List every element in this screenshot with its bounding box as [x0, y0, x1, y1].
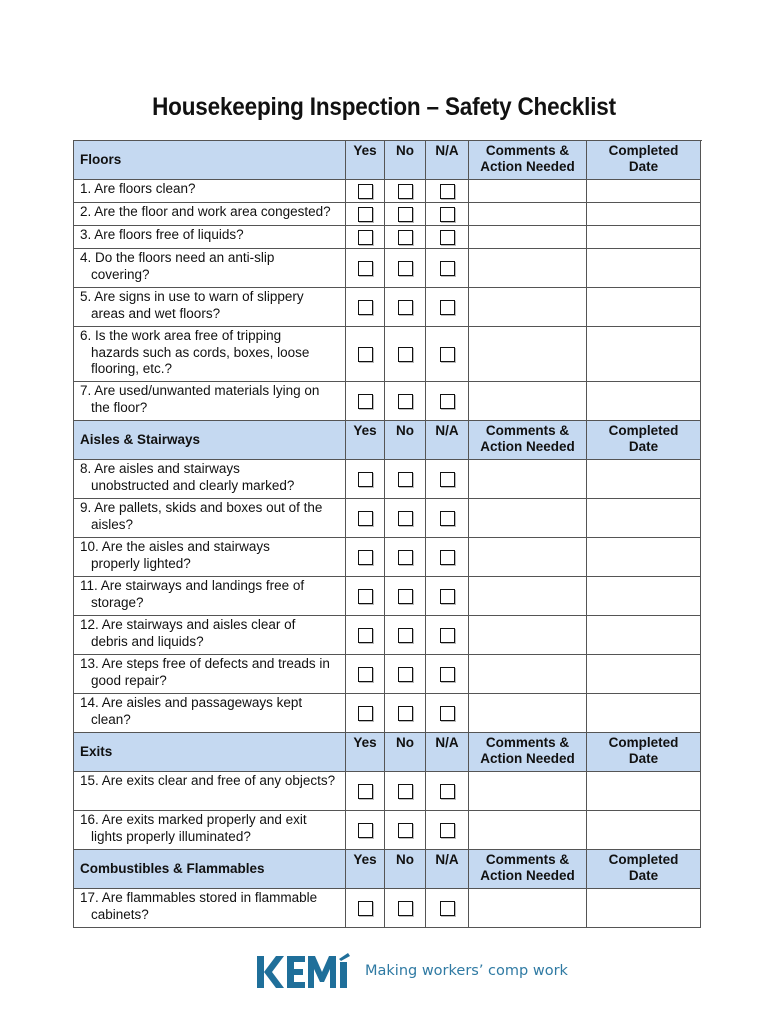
no-checkbox[interactable] — [398, 511, 413, 526]
completed-date-field[interactable] — [587, 288, 701, 327]
na-checkbox[interactable] — [440, 706, 455, 721]
column-date-line: Completed — [608, 423, 679, 438]
column-comments-header — [469, 421, 587, 460]
yes-checkbox[interactable] — [358, 784, 373, 799]
yes-cell — [346, 655, 385, 694]
column-comments-line: Action Needed — [480, 751, 575, 766]
section-header-row — [74, 850, 702, 889]
na-cell — [426, 288, 469, 327]
na-checkbox[interactable] — [440, 347, 455, 362]
column-comments-line: Action Needed — [480, 439, 575, 454]
no-cell — [385, 694, 426, 733]
question-line: 1. Are floors clean? — [80, 181, 196, 196]
column-comments-line: Comments & — [485, 852, 570, 867]
column-comments-line: Comments & — [485, 735, 570, 750]
question-text — [80, 328, 341, 378]
question-line: covering? — [91, 266, 150, 282]
column-yes-header: Yes — [346, 850, 385, 889]
no-cell — [385, 811, 426, 850]
question-cell — [74, 655, 346, 694]
checklist-row — [74, 499, 702, 538]
question-line: 12. Are stairways and aisles clear of — [80, 617, 296, 632]
no-checkbox[interactable] — [398, 207, 413, 222]
column-comments-line: Comments & — [485, 143, 570, 158]
na-cell — [426, 499, 469, 538]
column-date-line: Date — [628, 868, 659, 883]
no-cell — [385, 655, 426, 694]
column-na-header: N/A — [426, 421, 469, 460]
no-cell — [385, 249, 426, 288]
checklist-row — [74, 616, 702, 655]
question-cell — [74, 460, 346, 499]
na-cell — [426, 327, 469, 382]
checklist-table — [73, 140, 702, 928]
comments-field[interactable] — [469, 655, 587, 694]
question-cell — [74, 180, 346, 203]
yes-checkbox[interactable] — [358, 628, 373, 643]
completed-date-field[interactable] — [587, 180, 701, 203]
question-cell — [74, 249, 346, 288]
section-header-row — [74, 141, 702, 180]
comments-field[interactable] — [469, 226, 587, 249]
na-cell — [426, 577, 469, 616]
question-line: properly lighted? — [91, 555, 191, 571]
checklist-row — [74, 577, 702, 616]
question-text — [80, 695, 341, 728]
yes-checkbox[interactable] — [358, 589, 373, 604]
na-cell — [426, 460, 469, 499]
checklist-row — [74, 203, 702, 226]
column-yes-header: Yes — [346, 733, 385, 772]
no-cell — [385, 327, 426, 382]
na-checkbox[interactable] — [440, 901, 455, 916]
question-text — [80, 656, 341, 689]
yes-checkbox[interactable] — [358, 207, 373, 222]
yes-checkbox[interactable] — [358, 472, 373, 487]
comments-field[interactable] — [469, 327, 587, 382]
question-cell — [74, 889, 346, 928]
column-date-line: Completed — [608, 143, 679, 158]
yes-checkbox[interactable] — [358, 901, 373, 916]
yes-cell — [346, 538, 385, 577]
no-cell — [385, 226, 426, 249]
column-yes-header: Yes — [346, 421, 385, 460]
section-header-row — [74, 421, 702, 460]
no-checkbox[interactable] — [398, 184, 413, 199]
comments-field[interactable] — [469, 694, 587, 733]
comments-field[interactable] — [469, 288, 587, 327]
question-line: lights properly illuminated? — [91, 828, 251, 844]
comments-field[interactable] — [469, 577, 587, 616]
question-line: 2. Are the floor and work area congested? — [80, 204, 331, 219]
no-cell — [385, 499, 426, 538]
question-line: 8. Are aisles and stairways — [80, 461, 240, 476]
no-checkbox[interactable] — [398, 347, 413, 362]
yes-cell — [346, 288, 385, 327]
question-line: good repair? — [91, 672, 167, 688]
na-checkbox[interactable] — [440, 184, 455, 199]
checklist-row — [74, 249, 702, 288]
question-text — [80, 227, 341, 244]
yes-cell — [346, 577, 385, 616]
completed-date-field[interactable] — [587, 889, 701, 928]
question-text — [80, 500, 341, 533]
question-line: debris and liquids? — [91, 633, 204, 649]
na-cell — [426, 382, 469, 421]
yes-checkbox[interactable] — [358, 347, 373, 362]
yes-checkbox[interactable] — [358, 230, 373, 245]
question-line: 5. Are signs in use to warn of slippery — [80, 289, 304, 304]
column-no-header: No — [385, 141, 426, 180]
comments-field[interactable] — [469, 382, 587, 421]
checklist-row — [74, 655, 702, 694]
no-cell — [385, 538, 426, 577]
logo-tagline: Making workers’ comp work — [365, 963, 568, 979]
na-cell — [426, 772, 469, 811]
na-checkbox[interactable] — [440, 511, 455, 526]
checklist-row — [74, 811, 702, 850]
checklist-row — [74, 460, 702, 499]
completed-date-field[interactable] — [587, 460, 701, 499]
no-checkbox[interactable] — [398, 628, 413, 643]
completed-date-field[interactable] — [587, 203, 701, 226]
question-line: 13. Are steps free of defects and treads in — [80, 656, 330, 671]
kemi-logo-mark — [257, 952, 351, 990]
checklist-row — [74, 180, 702, 203]
question-line: areas and wet floors? — [91, 305, 221, 321]
question-line: 7. Are used/unwanted materials lying on — [80, 383, 320, 398]
column-comments-line: Comments & — [485, 423, 570, 438]
completed-date-field[interactable] — [587, 772, 701, 811]
question-text — [80, 461, 341, 494]
completed-date-field[interactable] — [587, 249, 701, 288]
yes-cell — [346, 180, 385, 203]
question-line: cabinets? — [91, 906, 149, 922]
completed-date-field[interactable] — [587, 655, 701, 694]
question-cell — [74, 203, 346, 226]
no-cell — [385, 616, 426, 655]
yes-checkbox[interactable] — [358, 511, 373, 526]
column-comments-line: Action Needed — [480, 868, 575, 883]
comments-field[interactable] — [469, 538, 587, 577]
kemi-logo — [257, 952, 568, 990]
column-comments-header — [469, 141, 587, 180]
checklist-row — [74, 382, 702, 421]
logo-mark — [257, 952, 351, 990]
na-checkbox[interactable] — [440, 823, 455, 838]
na-checkbox[interactable] — [440, 589, 455, 604]
yes-cell — [346, 616, 385, 655]
checklist-row — [74, 327, 702, 382]
column-comments-header — [469, 733, 587, 772]
question-cell — [74, 382, 346, 421]
question-line: 14. Are aisles and passageways kept — [80, 695, 303, 710]
question-text — [80, 289, 341, 322]
question-text — [80, 181, 341, 198]
question-text — [80, 539, 341, 572]
question-text — [80, 617, 341, 650]
na-cell — [426, 811, 469, 850]
question-text — [80, 204, 341, 221]
comments-field[interactable] — [469, 811, 587, 850]
no-checkbox[interactable] — [398, 901, 413, 916]
column-date-header — [587, 733, 701, 772]
question-cell — [74, 694, 346, 733]
question-line: 16. Are exits marked properly and exit — [80, 812, 307, 827]
no-checkbox[interactable] — [398, 667, 413, 682]
yes-cell — [346, 382, 385, 421]
question-cell — [74, 327, 346, 382]
question-cell — [74, 577, 346, 616]
completed-date-field[interactable] — [587, 538, 701, 577]
comments-field[interactable] — [469, 180, 587, 203]
no-cell — [385, 772, 426, 811]
question-text — [80, 890, 341, 923]
comments-field[interactable] — [469, 203, 587, 226]
column-date-line: Completed — [608, 735, 679, 750]
column-date-header — [587, 850, 701, 889]
checklist-row — [74, 889, 702, 928]
completed-date-field[interactable] — [587, 616, 701, 655]
question-line: aisles? — [91, 516, 134, 532]
yes-cell — [346, 889, 385, 928]
column-date-line: Date — [628, 751, 659, 766]
no-checkbox[interactable] — [398, 472, 413, 487]
completed-date-field[interactable] — [587, 226, 701, 249]
na-checkbox[interactable] — [440, 550, 455, 565]
question-line: 15. Are exits clear and free of any objects? — [80, 773, 336, 788]
question-line: 9. Are pallets, skids and boxes out of the — [80, 500, 323, 515]
comments-field[interactable] — [469, 889, 587, 928]
question-line: 11. Are stairways and landings free of — [80, 578, 305, 593]
question-line: 6. Is the work area free of tripping — [80, 328, 282, 343]
na-cell — [426, 538, 469, 577]
comments-field[interactable] — [469, 249, 587, 288]
na-checkbox[interactable] — [440, 472, 455, 487]
column-comments-line: Action Needed — [480, 159, 575, 174]
question-text — [80, 578, 341, 611]
column-na-header: N/A — [426, 733, 469, 772]
page-title: Housekeeping Inspection – Safety Checklist — [152, 93, 616, 121]
yes-cell — [346, 460, 385, 499]
no-checkbox[interactable] — [398, 394, 413, 409]
checklist-row — [74, 772, 702, 811]
na-checkbox[interactable] — [440, 230, 455, 245]
question-cell — [74, 616, 346, 655]
yes-cell — [346, 694, 385, 733]
na-checkbox[interactable] — [440, 628, 455, 643]
question-text — [80, 250, 341, 283]
comments-field[interactable] — [469, 772, 587, 811]
question-cell — [74, 772, 346, 811]
question-cell — [74, 538, 346, 577]
na-cell — [426, 226, 469, 249]
column-no-header: No — [385, 421, 426, 460]
column-date-line: Completed — [608, 852, 679, 867]
comments-field[interactable] — [469, 616, 587, 655]
no-cell — [385, 889, 426, 928]
question-text — [80, 812, 341, 845]
na-checkbox[interactable] — [440, 394, 455, 409]
question-line: clean? — [91, 711, 131, 727]
yes-checkbox[interactable] — [358, 300, 373, 315]
yes-checkbox[interactable] — [358, 184, 373, 199]
column-date-header — [587, 421, 701, 460]
column-no-header: No — [385, 850, 426, 889]
checklist-row — [74, 694, 702, 733]
na-checkbox[interactable] — [440, 300, 455, 315]
yes-cell — [346, 249, 385, 288]
section-title: Exits — [74, 733, 346, 772]
yes-cell — [346, 203, 385, 226]
column-yes-header: Yes — [346, 141, 385, 180]
no-cell — [385, 382, 426, 421]
checklist-row — [74, 226, 702, 249]
na-cell — [426, 249, 469, 288]
no-checkbox[interactable] — [398, 706, 413, 721]
na-cell — [426, 889, 469, 928]
completed-date-field[interactable] — [587, 499, 701, 538]
yes-cell — [346, 226, 385, 249]
column-na-header: N/A — [426, 850, 469, 889]
completed-date-field[interactable] — [587, 327, 701, 382]
no-checkbox[interactable] — [398, 550, 413, 565]
no-checkbox[interactable] — [398, 784, 413, 799]
yes-checkbox[interactable] — [358, 706, 373, 721]
na-checkbox[interactable] — [440, 667, 455, 682]
yes-checkbox[interactable] — [358, 394, 373, 409]
completed-date-field[interactable] — [587, 811, 701, 850]
yes-cell — [346, 811, 385, 850]
question-cell — [74, 288, 346, 327]
no-cell — [385, 460, 426, 499]
no-checkbox[interactable] — [398, 230, 413, 245]
yes-checkbox[interactable] — [358, 550, 373, 565]
no-cell — [385, 203, 426, 226]
question-line: 3. Are floors free of liquids? — [80, 227, 244, 242]
column-na-header: N/A — [426, 141, 469, 180]
na-cell — [426, 655, 469, 694]
question-line: 17. Are flammables stored in flammable — [80, 890, 318, 905]
column-date-line: Date — [628, 159, 659, 174]
section-title: Combustibles & Flammables — [74, 850, 346, 889]
section-title: Floors — [74, 141, 346, 180]
yes-cell — [346, 327, 385, 382]
question-cell — [74, 499, 346, 538]
comments-field[interactable] — [469, 460, 587, 499]
completed-date-field[interactable] — [587, 694, 701, 733]
column-no-header: No — [385, 733, 426, 772]
no-cell — [385, 577, 426, 616]
na-cell — [426, 180, 469, 203]
completed-date-field[interactable] — [587, 577, 701, 616]
question-line: 10. Are the aisles and stairways — [80, 539, 270, 554]
question-line: 4. Do the floors need an anti-slip — [80, 250, 275, 265]
no-checkbox[interactable] — [398, 300, 413, 315]
question-text — [80, 383, 341, 416]
no-cell — [385, 180, 426, 203]
checklist-row — [74, 288, 702, 327]
column-comments-header — [469, 850, 587, 889]
question-cell — [74, 811, 346, 850]
section-title: Aisles & Stairways — [74, 421, 346, 460]
no-cell — [385, 288, 426, 327]
question-cell — [74, 226, 346, 249]
question-line: unobstructed and clearly marked? — [91, 477, 295, 493]
completed-date-field[interactable] — [587, 382, 701, 421]
yes-checkbox[interactable] — [358, 261, 373, 276]
na-cell — [426, 616, 469, 655]
yes-checkbox[interactable] — [358, 667, 373, 682]
yes-cell — [346, 499, 385, 538]
question-line: flooring, etc.? — [91, 361, 173, 376]
question-text — [80, 773, 341, 790]
yes-cell — [346, 772, 385, 811]
no-checkbox[interactable] — [398, 823, 413, 838]
na-checkbox[interactable] — [440, 784, 455, 799]
question-line: hazards such as cords, boxes, loose — [91, 344, 310, 360]
no-checkbox[interactable] — [398, 261, 413, 276]
na-checkbox[interactable] — [440, 261, 455, 276]
na-checkbox[interactable] — [440, 207, 455, 222]
question-line: storage? — [91, 594, 144, 610]
no-checkbox[interactable] — [398, 589, 413, 604]
yes-checkbox[interactable] — [358, 823, 373, 838]
comments-field[interactable] — [469, 499, 587, 538]
na-cell — [426, 694, 469, 733]
column-date-line: Date — [628, 439, 659, 454]
section-header-row — [74, 733, 702, 772]
na-cell — [426, 203, 469, 226]
column-date-header — [587, 141, 701, 180]
checklist-row — [74, 538, 702, 577]
question-line: the floor? — [91, 399, 148, 415]
